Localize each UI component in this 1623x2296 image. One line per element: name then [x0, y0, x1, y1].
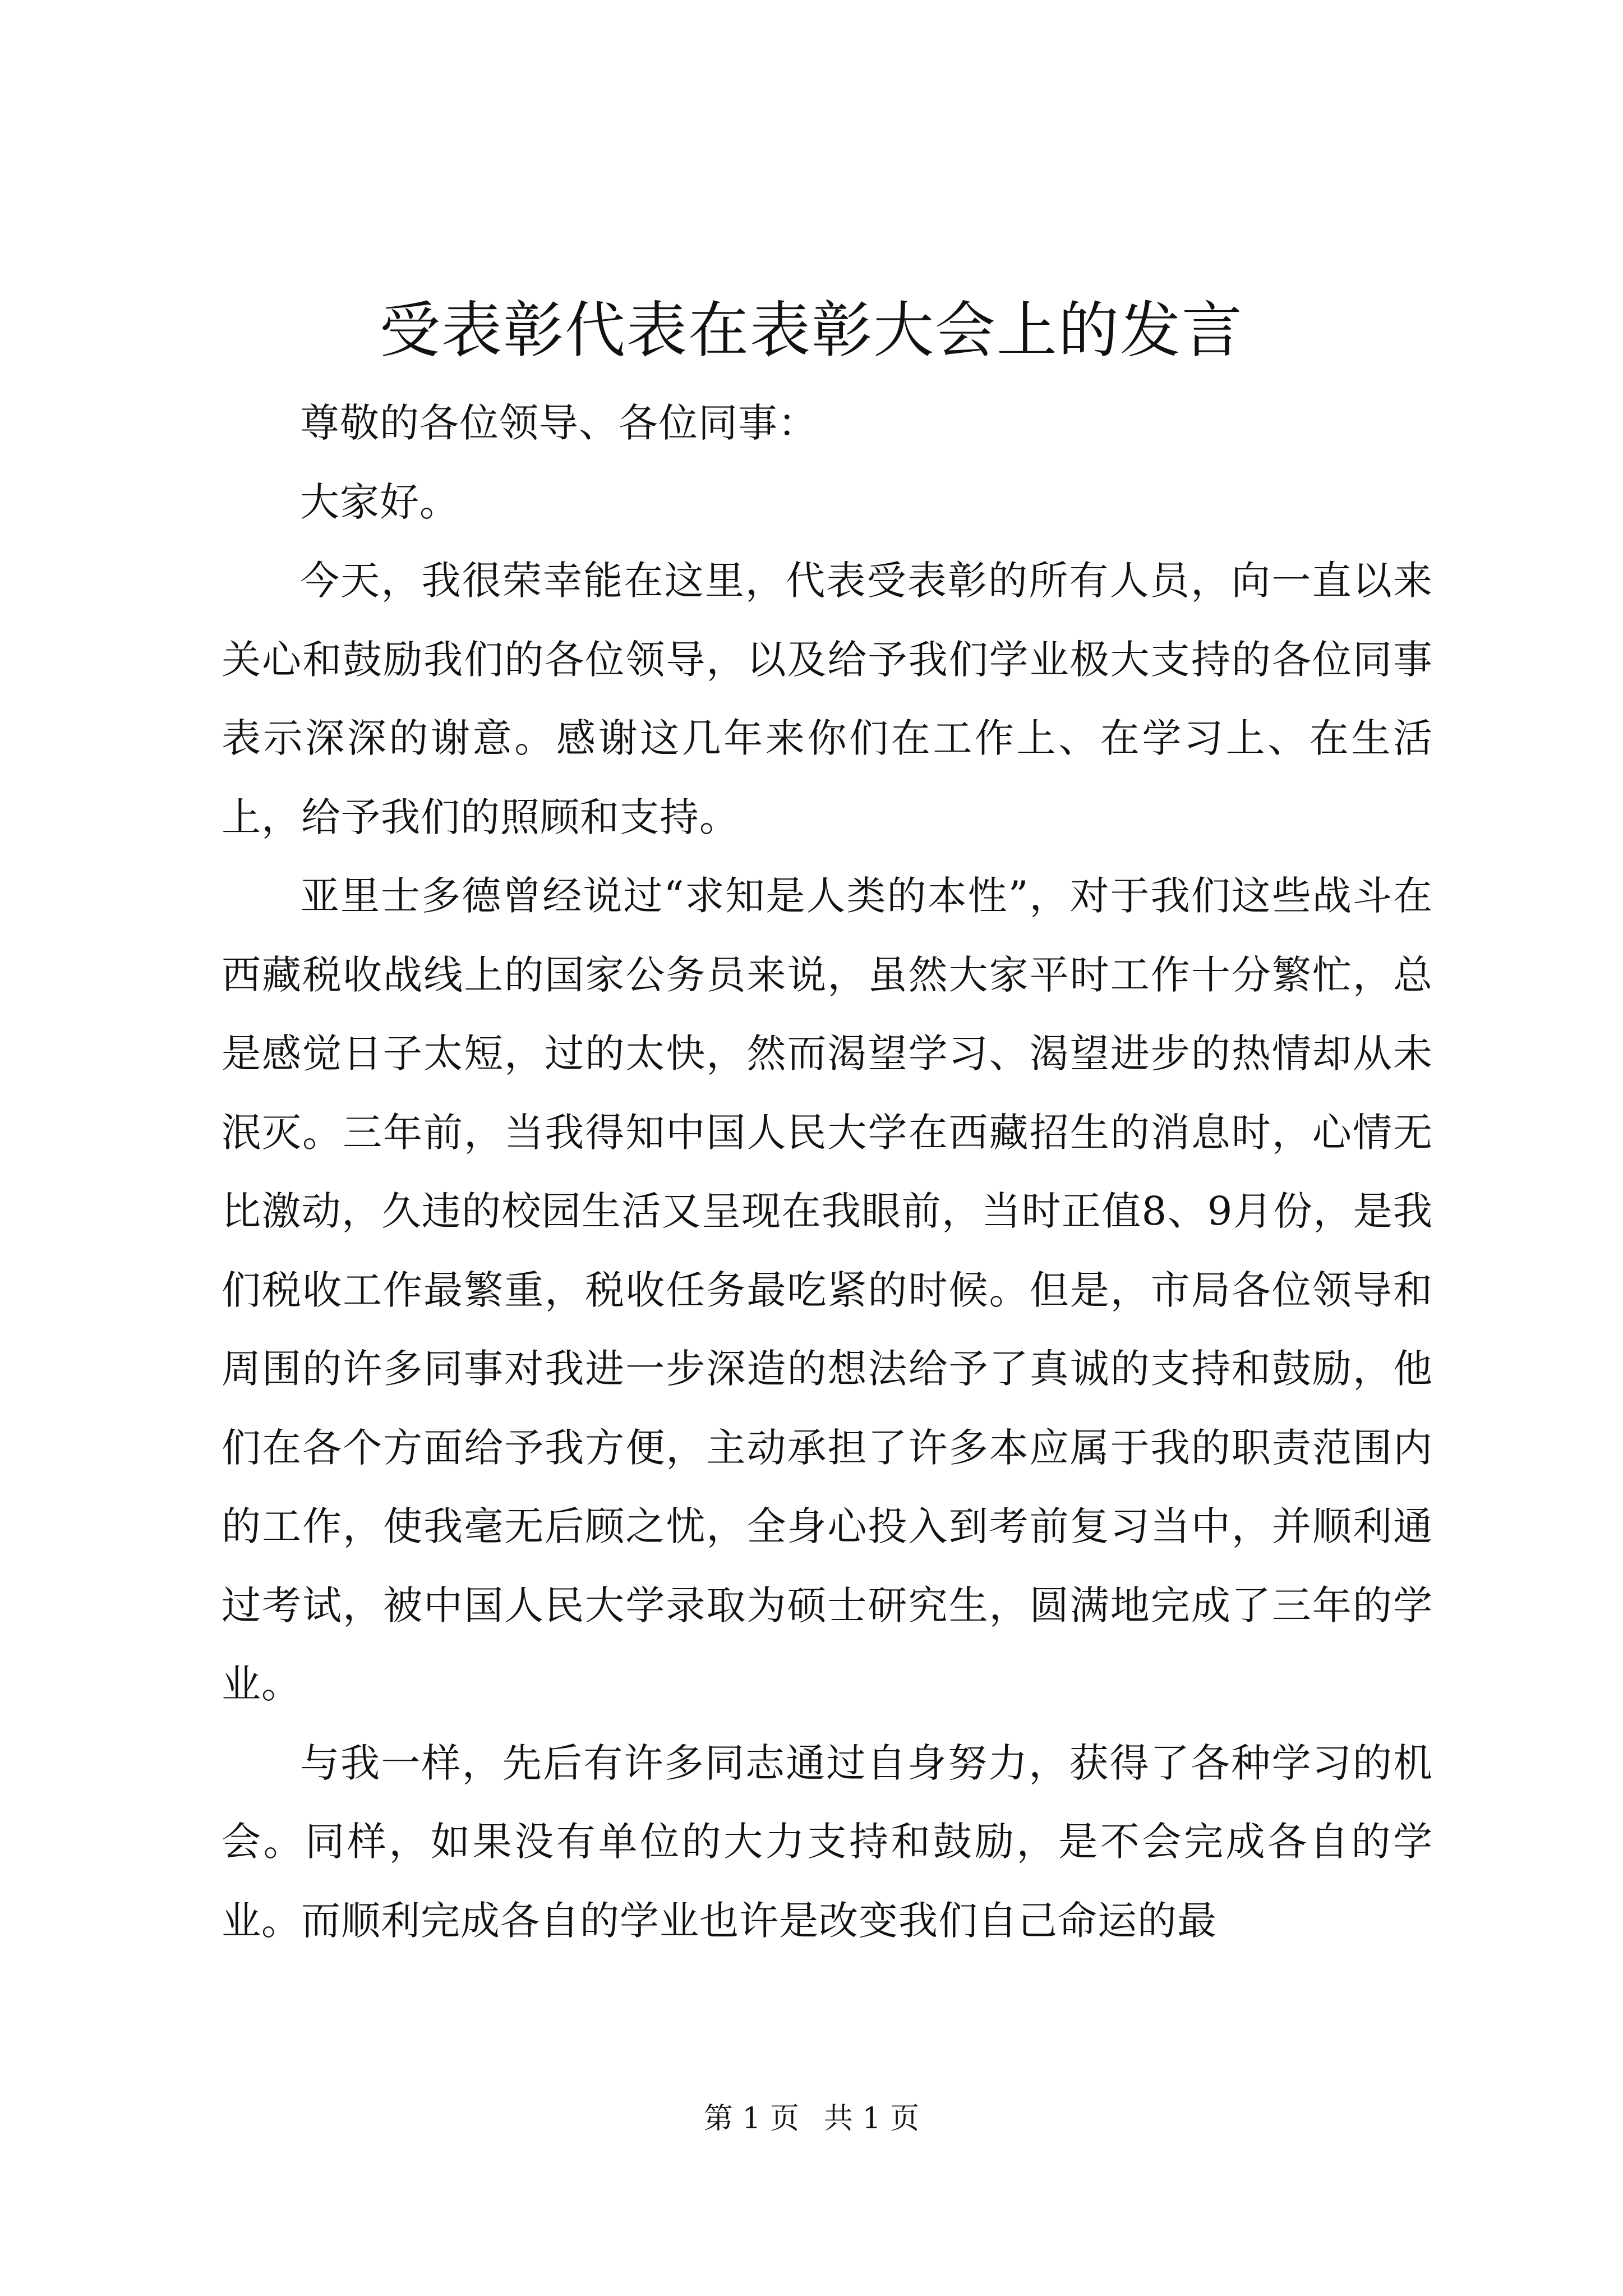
document-title: 受表彰代表在表彰大会上的发言	[379, 296, 1243, 366]
body-paragraph: 今天，我很荣幸能在这里，代表受表彰的所有人员，向一直以来关心和鼓励我们的各位领导，以及给予我们学业极大支持的各位同事表示深深的谢意。感谢这几年来你们在工作上、在学习上、在生活上，给予我们的照顾和支持。	[222, 558, 1433, 840]
page-footer	[0, 2099, 1623, 2138]
body-paragraph: 亚里士多德曾经说过“求知是人类的本性”，对于我们这些战斗在西藏税收战线上的国家公务员来说，虽然大家平时工作十分繁忙，总是感觉日子太短，过的太快，然而渴望学习、渴望进步的热情却从未泯灭。三年前，当我得知中国人民大学在西藏招生的消息时，心情无比激动，久违的校园生活又呈现在我眼前，当时正值8、9月份，是我们税收工作最繁重，税收任务最吃紧的时候。但是，市局各位领导和周围的许多同事对我进一步深造的想法给予了真诚的支持和鼓励，他们在各个方面给予我方便，主动承担了许多本应属于我的职责范围内的工作，使我毫无后顾之忧，全身心投入到考前复习当中，并顺利通过考试，被中国人民大学录取为硕士研究生，圆满地完成了三年的学业。	[222, 873, 1433, 1707]
greeting-paragraph: 大家好。	[300, 478, 459, 525]
document-body	[222, 384, 1433, 1960]
page-number: 第 1 页	[703, 2102, 799, 2136]
salutation-paragraph: 尊敬的各位领导、各位同事：	[300, 400, 818, 446]
body-paragraph: 与我一样，先后有许多同志通过自身努力，获得了各种学习的机会。同样，如果没有单位的大力支持和鼓励，是不会完成各自的学业。而顺利完成各自的学业也许是改变我们自己命运的最	[222, 1740, 1433, 1944]
page-total: 共 1 页	[824, 2102, 920, 2136]
